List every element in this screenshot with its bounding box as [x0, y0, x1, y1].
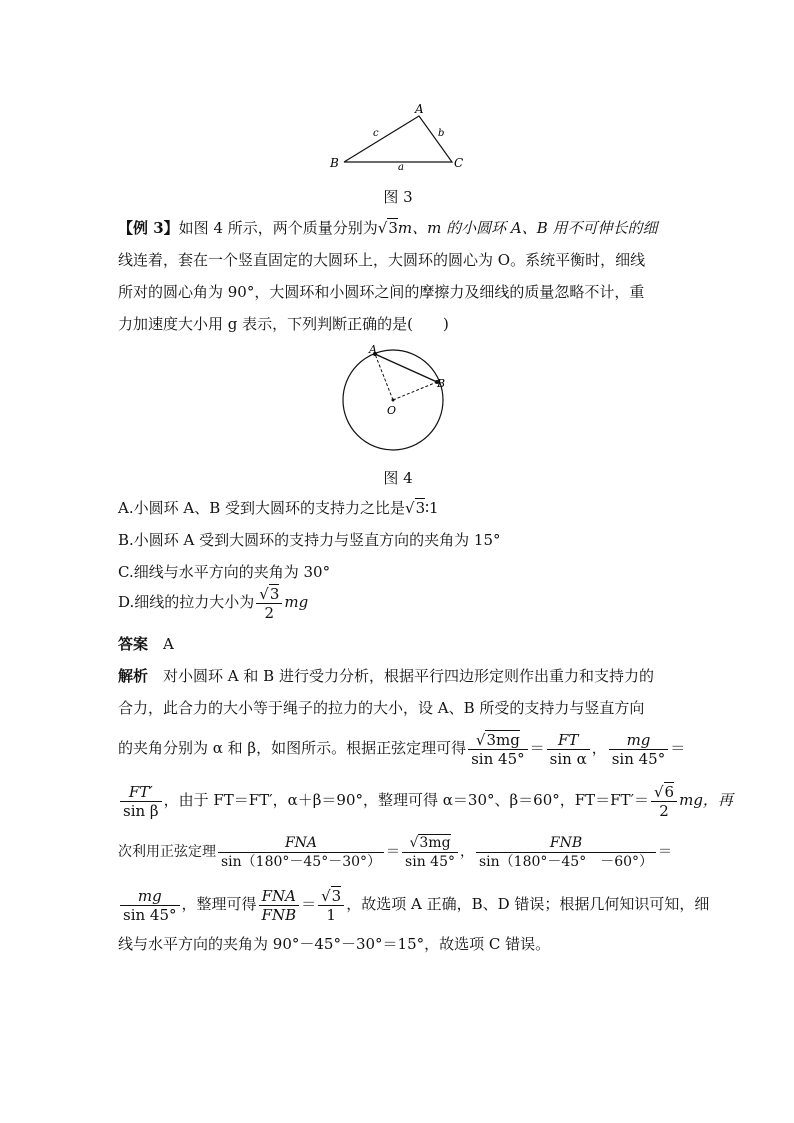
example-line-4: 力加速度大小用 g 表示，下列判断正确的是( )	[118, 315, 449, 333]
figure-3-caption: 图 3	[383, 188, 413, 206]
label-a: a	[398, 162, 404, 173]
analysis-line-2: 合力，此合力的大小等于绳子的拉力的大小，设 A、B 所受的支持力与竖直方向	[118, 699, 645, 717]
frac-FNA-FNB: $\frac{\text{FNA}}{\text{FNB}}$	[259, 887, 300, 924]
figure-3-triangle	[325, 100, 475, 175]
analysis-line-5: 次利用正弦定理 $\frac{\text{FNA}}{\sin(180^\circ-45^\circ-30^\circ)}$ ＝ $\frac{√3mg}{\sin 45^\circ}$ ， $\frac{\text{FNB}}{\sin(180^\circ-45^\circ -60^\circ)}$ ＝	[118, 834, 673, 870]
figure-4-caption: 图 4	[383, 469, 413, 487]
frac-FNA: $\frac{\text{FNA}}{\sin(180^\circ-45^\circ-30^\circ)}$	[218, 834, 384, 871]
label-C: C	[454, 156, 464, 170]
frac-FT-sina: $\frac{FT}{\text{sin α}}$	[547, 731, 590, 768]
example-line-1: 【例 3】如图 4 所示，两个质量分别为√3m、m 的小圆环 A、B 用不可伸长的细	[118, 219, 658, 237]
label-B: B	[330, 156, 339, 170]
option-D-tail: mg	[284, 593, 309, 611]
frac-sqrt3-over-1: $\frac{√3}{1}$	[318, 887, 344, 924]
analysis-text-4: ，由于 FT＝FT′，α＋β＝90°，整理可得 α＝30°、β＝60°，FT＝FT′＝	[163, 791, 649, 809]
analysis-line-1	[118, 666, 678, 686]
example-line-2: 线连着，套在一个竖直固定的大圆环上，大圆环的圆心为 O。系统平衡时，细线	[118, 251, 646, 269]
frac-mg-sin45: $\frac{mg}{\sin 45^\circ}$	[609, 731, 669, 768]
string-AB	[375, 354, 437, 382]
answer-line	[118, 634, 678, 654]
option-D-text: D.细线的拉力大小为	[118, 593, 255, 611]
frac-FNB: $\frac{\text{FNB}}{\sin(180^\circ-45^\circ -60^\circ)}$	[476, 834, 656, 871]
label-c: c	[373, 128, 379, 139]
triangle-shape	[344, 116, 452, 162]
analysis-text-6-tail: ，故选项 A 正确，B、D 错误；根据几何知识可知，细	[346, 895, 710, 913]
analysis-line-7: 线与水平方向的夹角为 90°－45°－30°＝15°，故选项 C 错误。	[118, 935, 551, 953]
analysis-text-3: 的夹角分别为 α 和 β，如图所示。根据正弦定理可得	[118, 739, 467, 757]
analysis-line-4	[118, 780, 733, 820]
analysis-text-6: ，整理可得	[181, 895, 257, 913]
option-A: A.小圆环 A、B 受到大圆环的支持力之比是√3∶1	[118, 499, 439, 517]
answer-label: 答案	[118, 635, 149, 653]
analysis-line-6: $\frac{mg}{\sin 45^\circ}$ ，整理可得 $\frac{\text{FNA}}{\text{FNB}}$ ＝ $\frac{√3}{1}$ ，故选项 A 正确，B、D 错误；根据几何知识可知，细	[118, 884, 678, 924]
frac-FTp-sinb: $\frac{FT'}{\text{sin β}}$	[120, 783, 162, 820]
dashed-OB	[393, 382, 437, 400]
sqrt-3: 3	[415, 499, 426, 517]
analysis-text-1: 对小圆环 A 和 B 进行受力分析，根据平行四边形定则作出重力和支持力的	[163, 667, 654, 685]
label-A: A	[369, 343, 377, 356]
analysis-text-4-tail: mg，再	[679, 791, 733, 809]
center-O	[392, 399, 395, 402]
figure-4-circle	[335, 342, 455, 457]
label-B: B	[437, 377, 446, 390]
label-A: A	[415, 102, 424, 116]
sqrt-3-inline: 3	[388, 219, 398, 237]
frac-sqrt6-over-2: $\frac{√6}{2}$	[651, 783, 677, 820]
frac-sqrt3-over-2: $\frac{√3}{2}$	[256, 585, 282, 622]
example-line-3: 所对的圆心角为 90°，大圆环和小圆环之间的摩擦力及细线的质量忽略不计，重	[118, 283, 645, 301]
answer-value: A	[163, 635, 174, 653]
analysis-line-3: 的夹角分别为 α 和 β，如图所示。根据正弦定理可得 $\frac{√3mg}{\sin 45^\circ}$ ＝ $\frac{FT}{\text{sin α}}$ ， $\frac{mg}{\sin 45^\circ}$ ＝	[118, 730, 686, 768]
analysis-text-5: 次利用正弦定理	[118, 844, 216, 860]
label-O: O	[387, 404, 397, 417]
option-A-tail: ∶1	[425, 499, 439, 517]
frac-sqrt3mg-sin45: $\frac{√3mg}{\sin 45^\circ}$	[468, 731, 528, 768]
option-D	[118, 584, 678, 622]
frac-sqrt3mg-sin45-b: $\frac{√3mg}{\sin 45^\circ}$	[402, 834, 458, 871]
frac-mg-sin45-b: $\frac{mg}{\sin 45^\circ}$	[120, 887, 180, 924]
option-B: B.小圆环 A 受到大圆环的支持力与竖直方向的夹角为 15°	[118, 531, 501, 549]
example-tag: 【例 3】	[118, 219, 179, 237]
analysis-label: 解析	[118, 667, 149, 685]
example-text-1b: m、m 的小圆环 A、B 用不可伸长的细	[397, 219, 658, 237]
option-A-text: A.小圆环 A、B 受到大圆环的支持力之比是	[118, 499, 405, 517]
example-text-1: 如图 4 所示，两个质量分别为	[178, 219, 378, 237]
option-C: C.细线与水平方向的夹角为 30°	[118, 563, 331, 581]
label-b: b	[438, 128, 445, 139]
